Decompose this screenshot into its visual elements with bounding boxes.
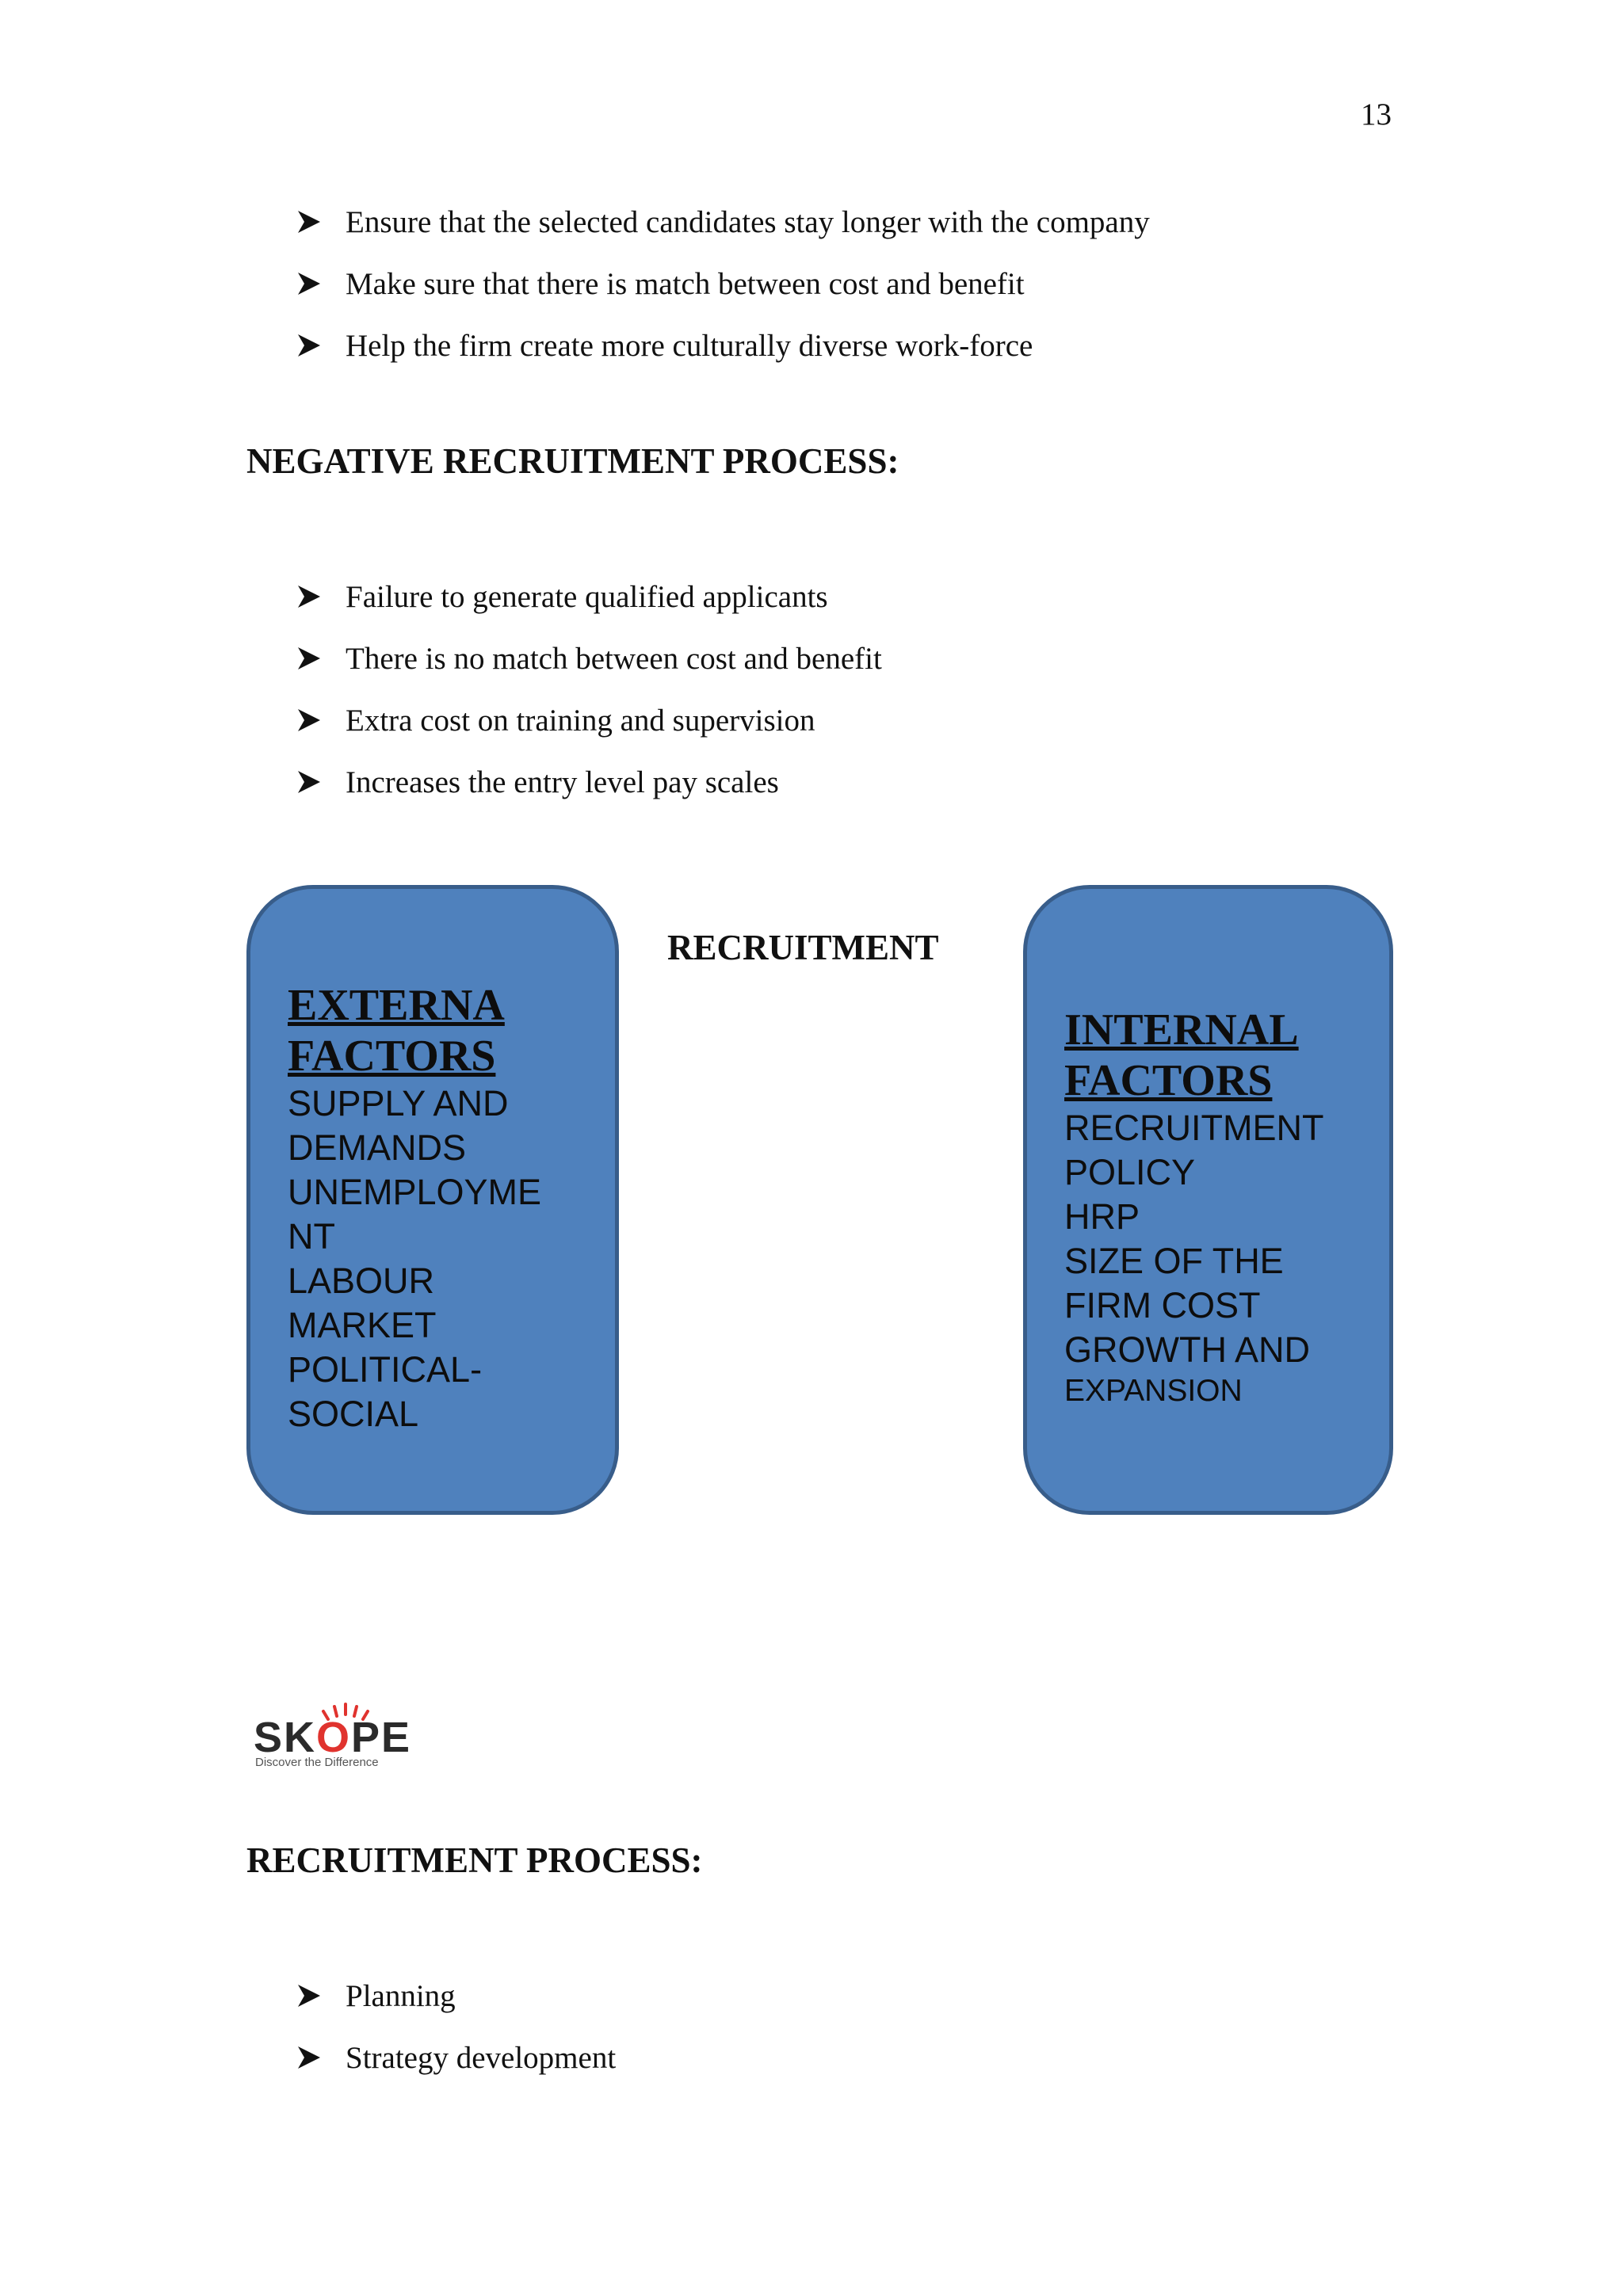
- bullet-text: Make sure that there is match between cost and benefit: [346, 266, 1025, 301]
- logo-text-o: O: [316, 1714, 352, 1761]
- internal-factors-title: [1064, 1005, 1299, 1106]
- bullet-text: Increases the entry level pay scales: [346, 765, 779, 799]
- negative-process-heading: NEGATIVE RECRUITMENT PROCESS:: [246, 441, 899, 481]
- external-factors-box: [246, 885, 619, 1515]
- list-item: LABOUR: [288, 1261, 435, 1301]
- arrowhead-bullet-icon: [295, 582, 323, 611]
- skope-logo: [252, 1702, 458, 1769]
- bullet-text: Ensure that the selected candidates stay longer with the company: [346, 204, 1150, 239]
- arrowhead-bullet-icon: [295, 208, 323, 236]
- bullet-text: There is no match between cost and benefit: [346, 641, 882, 676]
- arrowhead-bullet-icon: [295, 768, 323, 796]
- list-item: RECRUITMENT: [1064, 1108, 1324, 1148]
- list-item: [295, 751, 882, 813]
- list-item: EXPANSION: [1064, 1374, 1243, 1408]
- arrowhead-bullet-icon: [295, 706, 323, 734]
- logo-tagline: Discover the Difference: [255, 1756, 379, 1769]
- bullet-text: Extra cost on training and supervision: [346, 703, 815, 738]
- list-item: MARKET: [288, 1305, 437, 1345]
- list-item: SIZE OF THE: [1064, 1241, 1284, 1281]
- list-item: HRP: [1064, 1196, 1140, 1237]
- arrowhead-bullet-icon: [295, 2043, 323, 2072]
- external-factors-list: [288, 1081, 541, 1436]
- list-item: SUPPLY AND: [288, 1083, 509, 1123]
- list-item: POLICY: [1064, 1152, 1196, 1192]
- arrowhead-bullet-icon: [295, 269, 323, 298]
- internal-factors-box: [1023, 885, 1393, 1515]
- list-item: [295, 566, 882, 627]
- logo-text-left: SK: [254, 1714, 317, 1761]
- title-line: EXTERNA: [288, 981, 505, 1030]
- list-item: [295, 627, 882, 689]
- process-bullet-list: [295, 1965, 616, 2088]
- list-item: FIRM COST: [1064, 1285, 1261, 1325]
- list-item: POLITICAL-: [288, 1349, 483, 1390]
- list-item: SOCIAL: [288, 1394, 419, 1434]
- list-item: GROWTH AND: [1064, 1329, 1310, 1370]
- bullet-text: Strategy development: [346, 2040, 617, 2075]
- arrowhead-bullet-icon: [295, 644, 323, 673]
- list-item: [295, 253, 1150, 315]
- title-line: INTERNAL: [1064, 1005, 1299, 1055]
- top-bullet-list: [295, 191, 1150, 376]
- title-line: FACTORS: [288, 1032, 496, 1081]
- recruitment-process-heading: RECRUITMENT PROCESS:: [246, 1840, 703, 1880]
- arrowhead-bullet-icon: [295, 331, 323, 360]
- list-item: [295, 191, 1150, 253]
- list-item: [295, 689, 882, 751]
- list-item: DEMANDS: [288, 1127, 467, 1168]
- bullet-text: Help the firm create more culturally diverse work-force: [346, 328, 1033, 363]
- title-line: FACTORS: [1064, 1056, 1273, 1105]
- external-factors-title: [288, 980, 505, 1081]
- arrowhead-bullet-icon: [295, 1981, 323, 2010]
- logo-wordmark: [254, 1713, 411, 1762]
- negative-bullet-list: [295, 566, 882, 813]
- list-item: [295, 2027, 616, 2088]
- list-item: [295, 315, 1150, 376]
- page-number: 13: [1361, 97, 1392, 132]
- bullet-text: Failure to generate qualified applicants: [346, 579, 828, 614]
- bullet-text: Planning: [346, 1978, 456, 2013]
- recruitment-center-label: RECRUITMENT: [667, 928, 939, 967]
- internal-factors-list: [1064, 1106, 1323, 1410]
- logo-text-right: PE: [351, 1714, 412, 1761]
- list-item: NT: [288, 1216, 335, 1257]
- list-item: UNEMPLOYME: [288, 1172, 542, 1212]
- list-item: [295, 1965, 616, 2027]
